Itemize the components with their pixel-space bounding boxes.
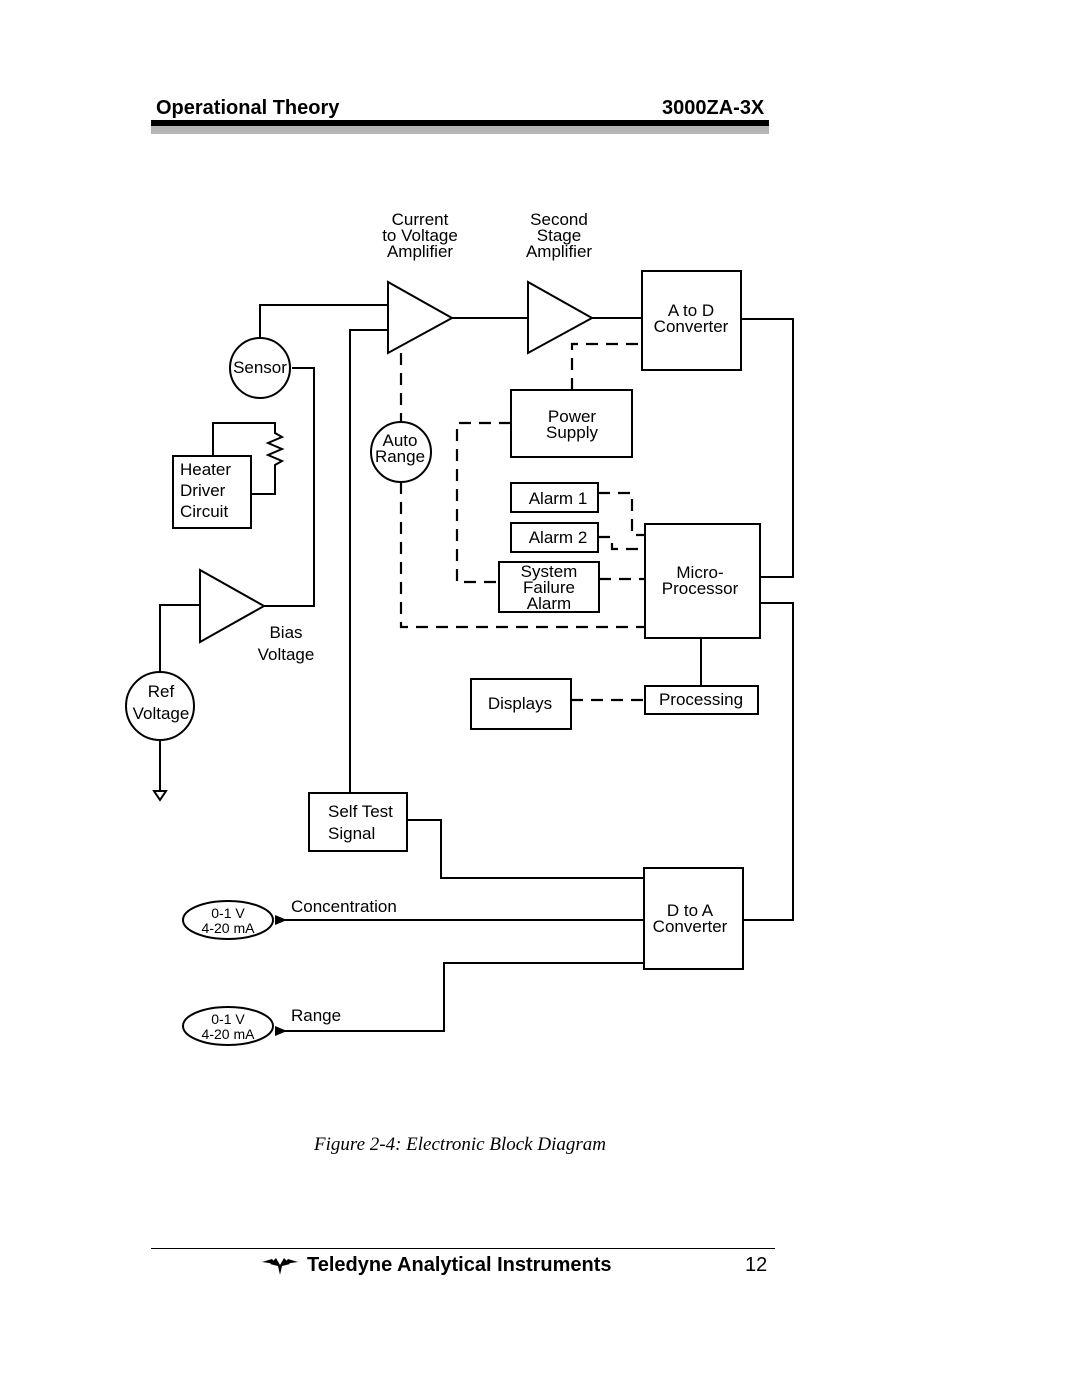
heater-label: Heater Driver Circuit [180,460,232,521]
dash-power-atod [572,344,642,390]
current-to-voltage-amplifier [388,282,452,353]
wire-micro-dtoa [743,603,793,920]
self-test-label: Self Test Signal [328,802,393,843]
concentration-label: Concentration [291,897,397,916]
wire-bias-ref [160,605,200,672]
model-number: 3000ZA-3X [662,97,765,119]
footer-rule [151,1248,775,1249]
range-output-label: 0-1 V 4-20 mA [201,1011,255,1042]
auto-range-label: Auto Range [374,431,426,466]
dtoa-label: D to A Converter [652,901,728,936]
displays-label: Displays [487,694,553,713]
microprocessor-label: Micro-Processor [661,563,739,598]
page-number: 12 [745,1254,768,1276]
ref-voltage-label: Ref Voltage [132,682,190,723]
wire-selftest-dtoa [407,820,644,878]
bias-voltage-label: Bias Voltage [257,623,315,664]
processing-label: Processing [658,690,744,709]
sensor-label: Sensor [233,358,287,377]
alarm1-label: Alarm 1 [528,489,588,508]
ground-symbol [154,791,166,800]
alarm2-label: Alarm 2 [528,528,588,547]
atod-label: A to D Converter [653,301,729,336]
dash-power-sysfail [457,423,511,582]
dash-autorange-micro [401,482,645,627]
wire-sensor-amp1 [260,305,388,339]
teledyne-logo-icon [262,1256,298,1276]
system-failure-label: System Failure Alarm [520,562,578,613]
amp1-label: Current to Voltage Amplifier [382,210,458,261]
amp2-label: Second Stage Amplifier [525,210,593,261]
wire-atod-micro [741,319,793,577]
dash-alarm1-micro [598,493,645,535]
second-stage-amplifier [528,282,592,353]
dash-alarm2-micro [598,537,645,549]
section-title: Operational Theory [156,97,340,119]
figure-caption: Figure 2-4: Electronic Block Diagram [314,1134,606,1155]
concentration-output-label: 0-1 V 4-20 mA [201,905,255,936]
wire-sensor-bias [264,368,314,606]
wire-selftest-amp1 [350,330,388,793]
bias-amplifier [200,570,264,642]
range-label: Range [291,1006,342,1025]
power-supply-label: Power Supply [546,407,598,442]
company-name: Teledyne Analytical Instruments [307,1254,612,1276]
